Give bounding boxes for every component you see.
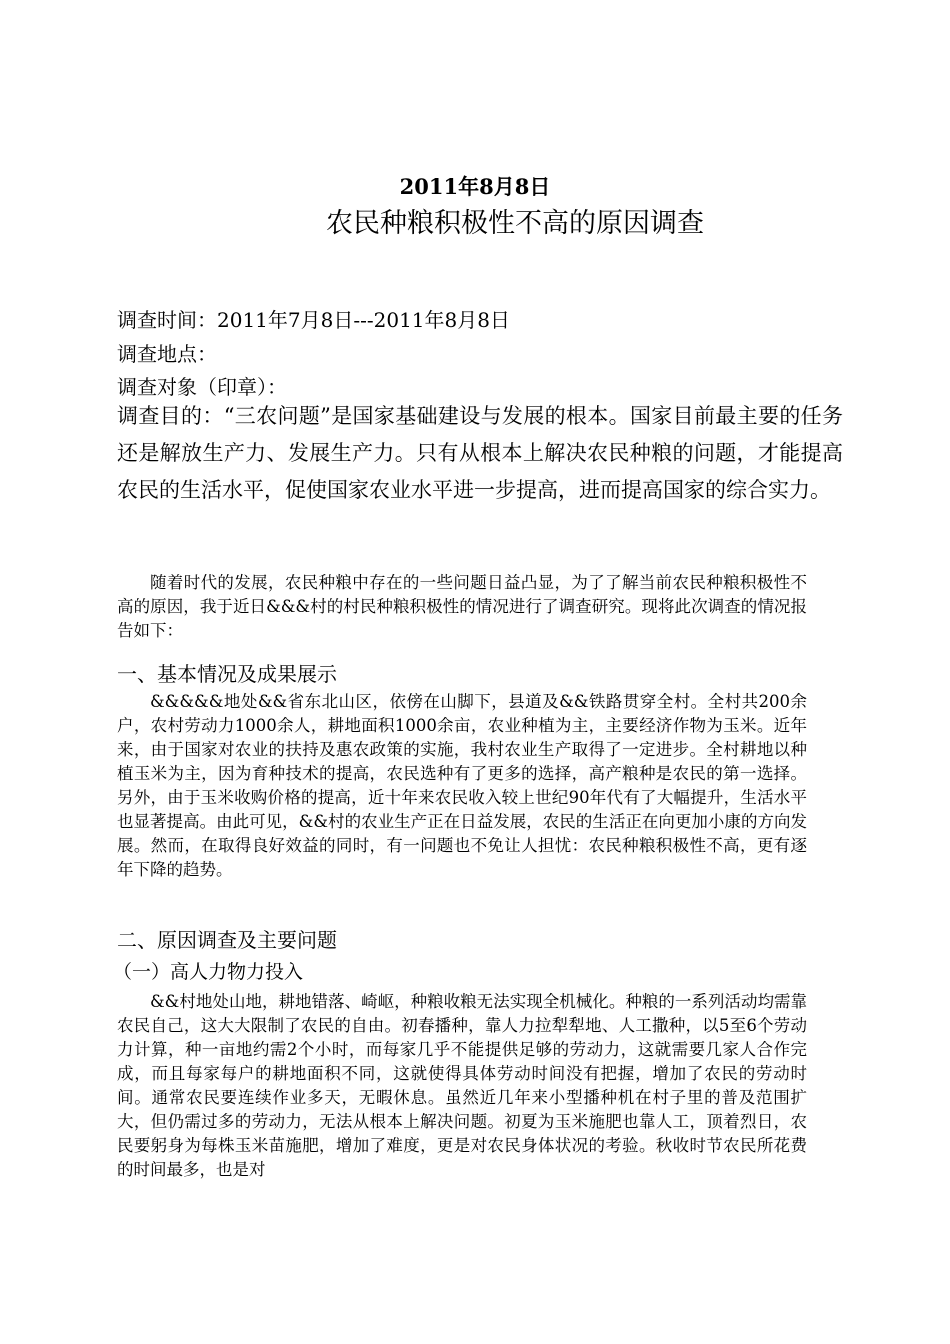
subsection-body-input: &&村地处山地，耕地错落、崎岖，种粮收粮无法实现全机械化。种粮的一系列活动均需靠农民自己，这大大限制了农民的自由。初春播种，靠人力拉犁犁地、人工撒种，以5至6个劳动力计算，种一亩地约需2个小时，而每家几乎不能提供足够的劳动力，这就需要几家人合作完成，而且每家每户的耕地面积不同，这就使得具体劳动时间没有把握，增加了农民的劳动时间。通常农民要连续作业多天，无暇休息。虽然近几年来小型播种机在村子里的普及范围扩大，但仍需过多的劳动力，无法从根本上解决问题。初夏为玉米施肥也靠人工，顶着烈日，农民要躬身为每株玉米苗施肥，增加了难度，更是对农民身体状况的考验。秋收时节农民所花费的时间最多，也是对 (117, 992, 807, 1179)
survey-time: 调查时间：2011年7月8日---2011年8月8日 (117, 308, 510, 332)
section-heading-causes: 二、原因调查及主要问题 (117, 928, 337, 952)
section-heading-basic-info: 一、基本情况及成果展示 (117, 662, 337, 686)
subsection-heading-input: （一）高人力物力投入 (113, 961, 304, 983)
document-title: 农民种粮积极性不高的原因调查 (326, 208, 704, 239)
survey-subject: 调查对象（印章）： (117, 375, 287, 399)
document-date: 2011年8月8日 (399, 174, 551, 199)
intro-paragraph: 随着时代的发展，农民种粮中存在的一些问题日益凸显，为了了解当前农民种粮积极性不高的原因，我于近日&&&村的村民种粮积极性的情况进行了调查研究。现将此次调查的情况报告如下： (117, 573, 807, 640)
survey-purpose: 调查目的：“三农问题”是国家基础建设与发展的根本。国家目前最主要的任务还是解放生产力、发展生产力。只有从根本上解决农民种粮的问题，才能提高农民的生活水平，促使国家农业水平进一步提高，进而提高国家的综合实力。 (117, 404, 843, 502)
survey-location: 调查地点： (117, 342, 217, 366)
section-body-basic-info: &&&&&地处&&省东北山区，依傍在山脚下，县道及&&铁路贯穿全村。全村共200余户，农村劳动力1000余人，耕地面积1000余亩，农业种植为主，主要经济作物为玉米。近年来，由于国家对农业的扶持及惠农政策的实施，我村农业生产取得了一定进步。全村耕地以种植玉米为主，因为育种技术的提高，农民选种有了更多的选择，高产粮种是农民的第一选择。另外，由于玉米收购价格的提高，近十年来农民收入较上世纪90年代有了大幅提升，生活水平也显著提高。由此可见，&&村的农业生产正在日益发展，农民的生活正在向更加小康的方向发展。然而，在取得良好效益的同时，有一问题也不免让人担忧：农民种粮积极性不高，更有逐年下降的趋势。 (117, 692, 807, 879)
